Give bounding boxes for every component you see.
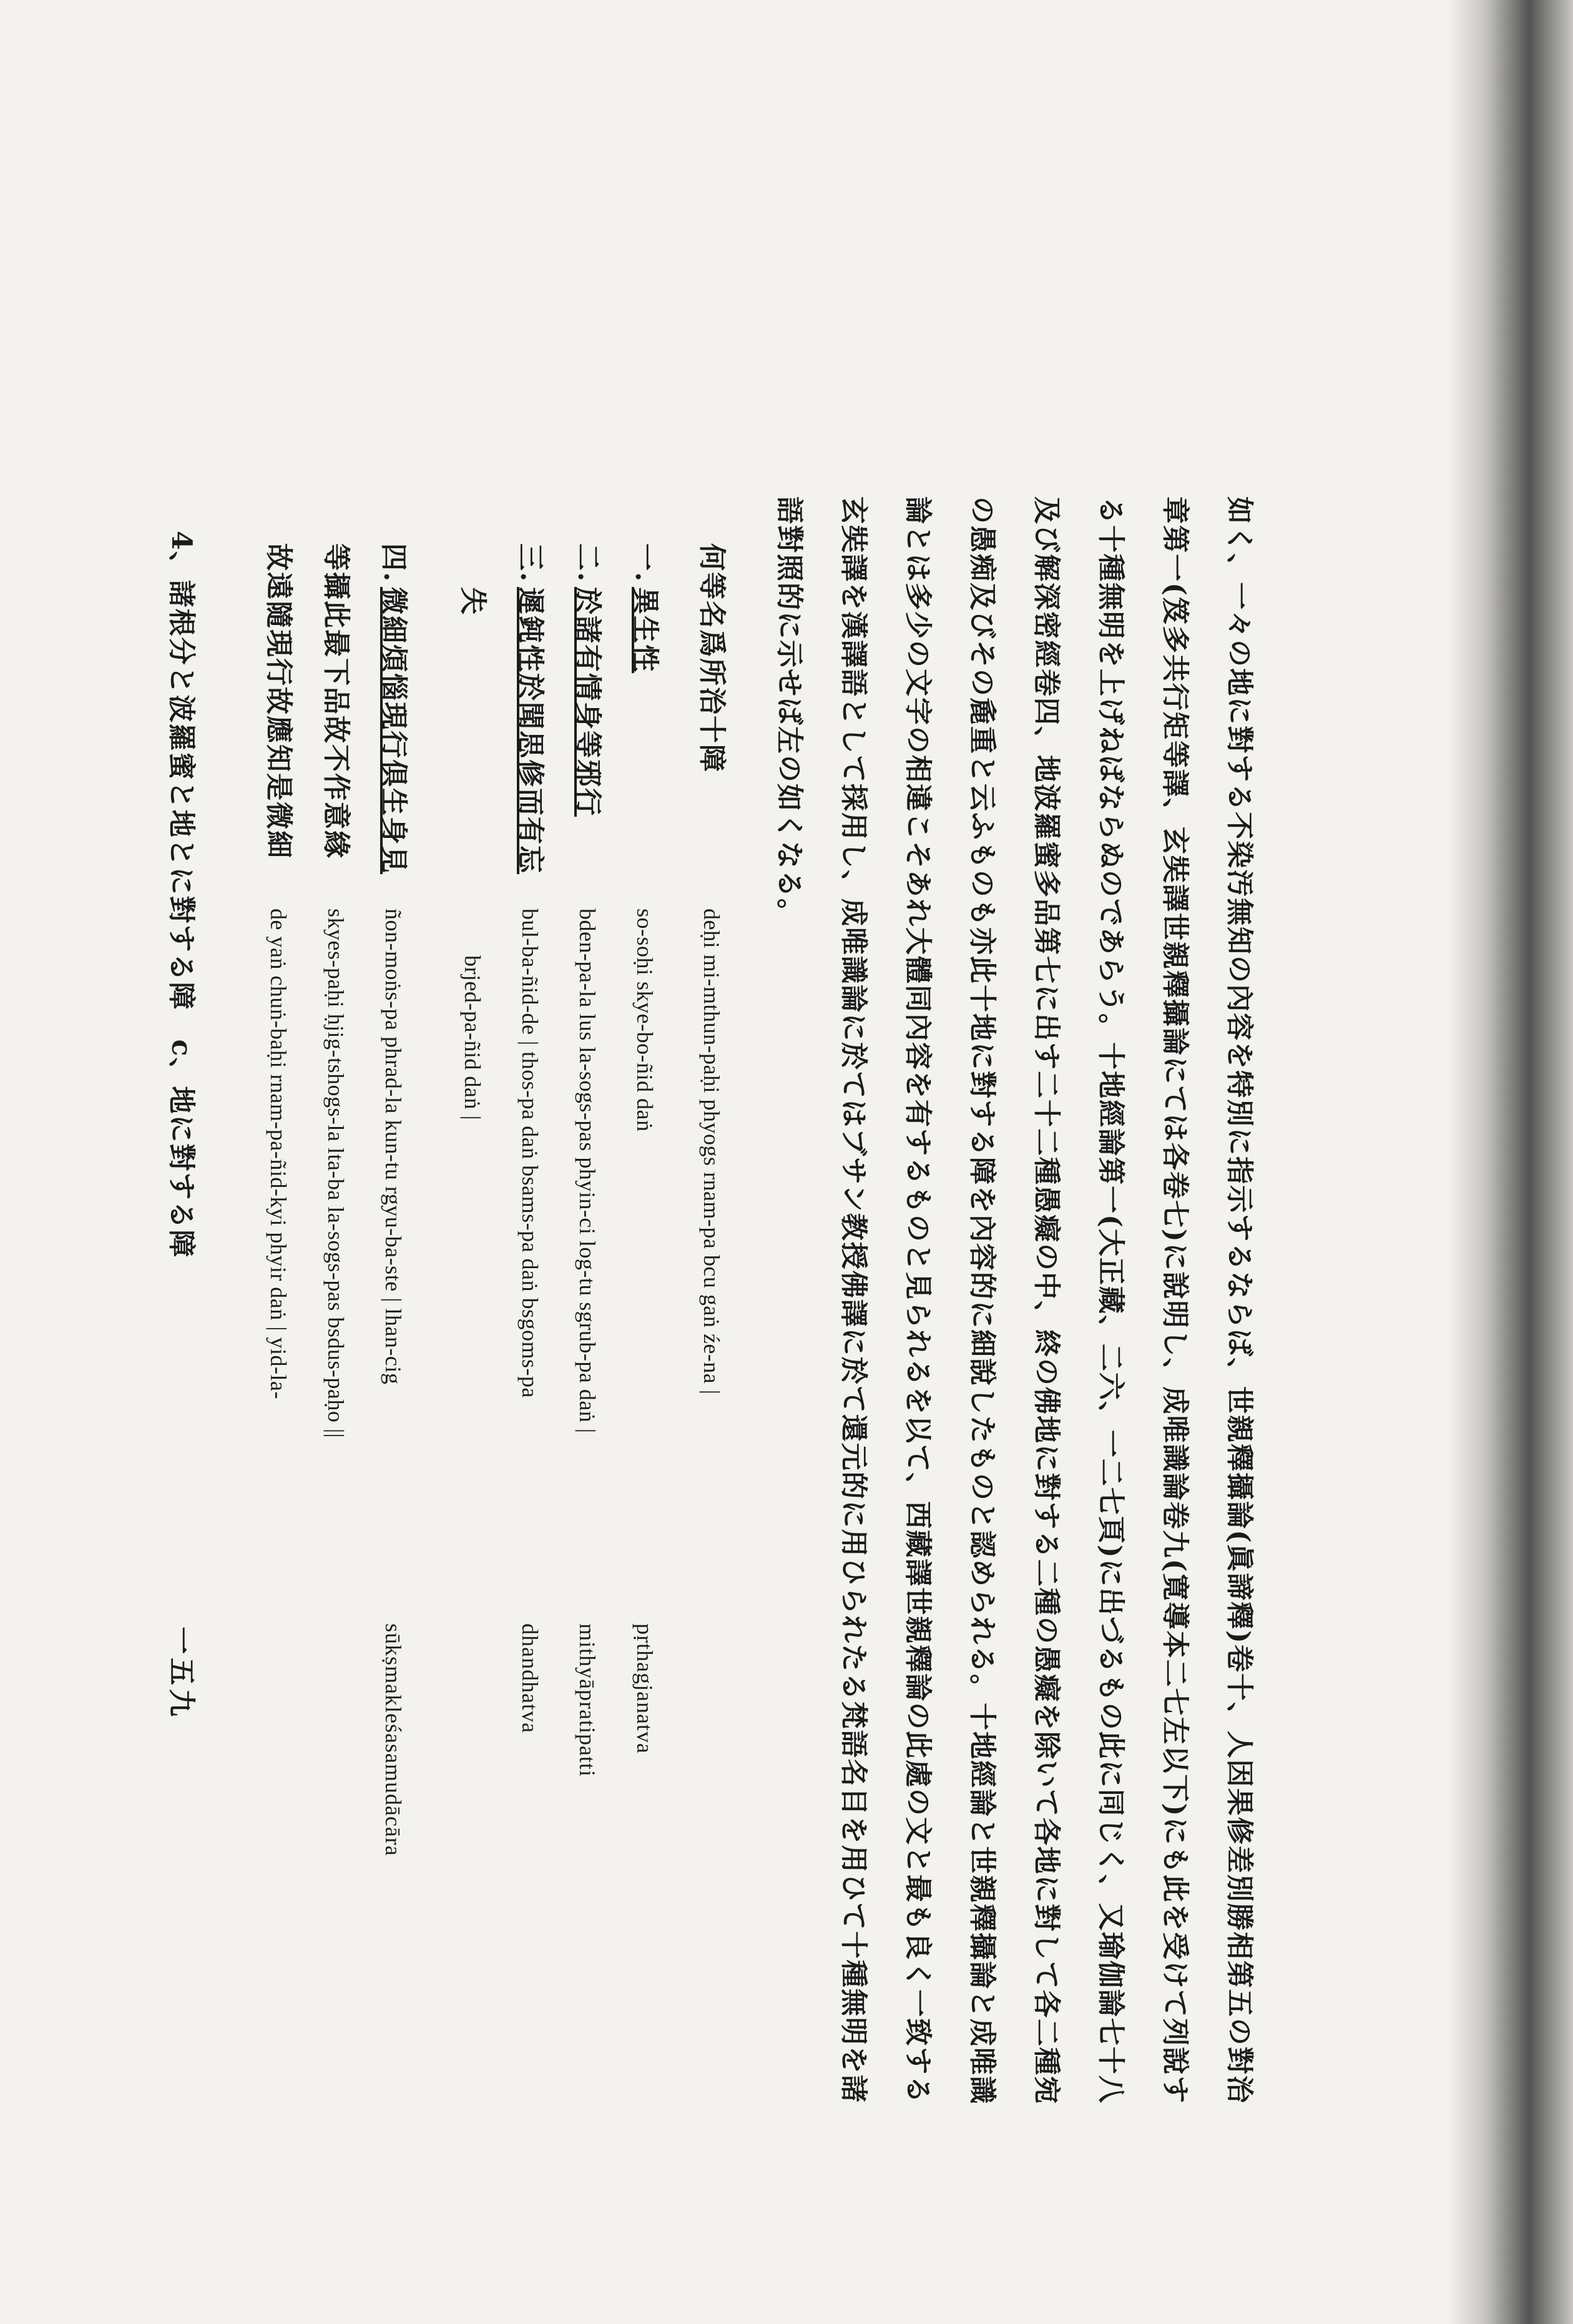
table-row-3-chinese-cont: 失 — [457, 587, 489, 616]
table-row-3-sanskrit: dhandhatva — [517, 1623, 542, 1733]
paragraph-line-8: 語對照的に示せば左の如くなる。 — [773, 496, 805, 927]
table-row-3-tibetan: bul-ba-ñid-de | thos-pa daṅ bsams-pa daṅ bsgoms-pa — [517, 908, 542, 1399]
table-row-1-number: 一. — [629, 543, 661, 583]
table-row-4-number: 四. — [378, 543, 409, 583]
table-row-4-tibetan-cont-2: de yaṅ chuṅ-baḥi rnam-pa-ñid-kyi phyir daṅ | yid-la- — [266, 908, 291, 1399]
section-heading: 4、諸根分と波羅蜜と地とに對する障 c、地に對する障 — [165, 531, 197, 1259]
table-header-tibetan: deḥi mi-mthun-paḥi phyogs rnam-pa bcu gaṅ źe-na | — [699, 908, 724, 1395]
table-row-2-sanskrit: mithyāpratipatti — [575, 1623, 600, 1777]
paragraph-line-4: 及び解深密經卷四、地波羅蜜多品第七に出す二十二種愚癡の中、終の佛地に對する二種の愚癡を除いて各地に對して各二種宛 — [1031, 496, 1062, 2105]
table-row-4-tibetan-cont-1: skyes-paḥi ḥjig-tshogs-la lta-ba la-sogs-pas bsdus-paḥo || — [323, 908, 348, 1439]
table-row-3-tibetan-cont: brjed-pa-ñid daṅ | — [460, 955, 485, 1121]
table-row-1-sanskrit: pṛthagjanatva — [632, 1623, 657, 1754]
table-row-4-tibetan: ñon-moṅs-pa phrad-la kun-tu rgyu-ba-ste | lhan-cig — [381, 908, 406, 1385]
table-row-1-tibetan: so-soḥi skye-bo-ñid daṅ — [632, 908, 657, 1132]
table-row-2-chinese: 於諸有情身等邪行 — [572, 587, 604, 817]
table-row-3-number: 三. — [514, 543, 546, 583]
table-row-2-tibetan: bden-pa-la lus la-sogs-pas phyin-ci log-tu sgrub-pa daṅ | — [575, 908, 600, 1434]
paragraph-line-1: 如く、一々の地に對する不染汚無知の內容を特別に指示するならば、世親釋攝論(眞諦釋)卷十、人因果修差別勝相第五の對治 — [1223, 496, 1255, 2104]
table-header-chinese: 何等名爲所治十障 — [696, 543, 728, 773]
paragraph-line-2: 章第一(笈多共行矩等譯、玄奘譯世親釋攝論にては各卷七)に說明し、成唯識論卷九(寛導本二七左以下)にも此を受けて列說す — [1159, 496, 1191, 2105]
table-row-2-number: 二. — [572, 543, 604, 583]
table-row-4-chinese: 微細煩惱現行俱生身見 — [378, 587, 409, 874]
table-row-4-sanskrit: sūkṣmakleśasamudācāra — [381, 1623, 406, 1856]
paragraph-line-3: る十種無明を上げねばならぬのであらう。十地經論第一(大正藏、二六、一二七頁)に出づるもの此に同じく、又瑜伽論七十八 — [1095, 496, 1127, 2104]
paragraph-line-7: 玄奘譯を漢譯語として採用し、成唯識論に於てはブサン教授佛譯に於て還元的に用ひられたる梵語名目を用ひて十種無明を諸 — [838, 496, 870, 2104]
page-number: 一五九 — [165, 1627, 197, 1720]
table-row-4-chinese-cont-2: 故遠隨現行故應知是微細 — [263, 543, 295, 859]
paragraph-line-5: の愚痴及びその麁重と云ふものも亦此十地に對する障を內容的に細說したものと認められる。十地經論と世親釋攝論と成唯識 — [966, 496, 998, 2105]
table-row-3-chinese: 遲鈍性於聞思修而有忘 — [514, 587, 546, 874]
table-row-4-chinese-cont-1: 等攝此最下品故不作意緣 — [320, 543, 352, 859]
table-row-1-chinese: 異生性 — [629, 587, 661, 673]
paragraph-line-6: 論とは多少の文字の相違こそあれ大體同內容を有するものと見られるを以て、西藏譯世親釋論の此處の文と最も良く一致する — [902, 496, 934, 2105]
